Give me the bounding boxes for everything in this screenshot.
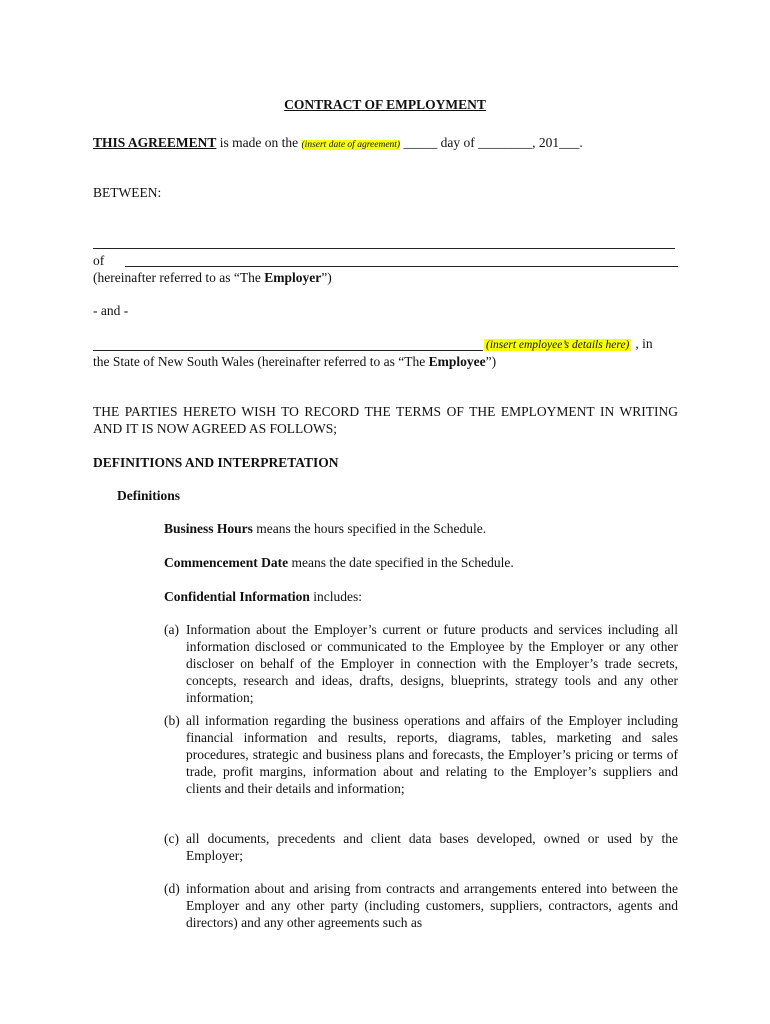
list-item-text: Information about the Employer’s current or future products and services including all information disclosed or communicated to the Employee by the Employer or any other discloser on behalf of the Employer in connection with the Employer’s trade secrets, concepts, research and ideas, drafts, designs, blueprints, strategy tools and any other information;: [186, 622, 678, 705]
employee-name-line: [93, 350, 483, 351]
subsection-heading: Definitions: [117, 488, 181, 503]
list-item-label: (b): [164, 713, 180, 728]
between-label: BETWEEN:: [93, 185, 162, 200]
list-item-label: (d): [164, 881, 180, 896]
employee-reference: [93, 353, 678, 370]
agreement-lead: THIS AGREEMENT: [93, 135, 217, 150]
intro-text-1: is made on the: [216, 135, 302, 150]
parties-statement: THE PARTIES HERETO WISH TO RECORD THE TERMS OF THE EMPLOYMENT IN WRITING AND IT IS NOW AGREED AS FOLLOWS;: [93, 404, 678, 436]
definition-commencement-date: [164, 554, 678, 571]
list-item-label: (c): [164, 831, 179, 846]
list-item-label: (a): [164, 622, 179, 637]
employer-ref-term: Employer: [264, 270, 322, 285]
definition-confidential-information: [164, 588, 678, 605]
employer-ref-suffix: ”): [321, 270, 332, 285]
employee-placeholder-line: [484, 335, 653, 354]
employee-suffix: , in: [635, 336, 653, 351]
employee-ref-suffix: ”): [485, 354, 497, 369]
definition-text: means the hours specified in the Schedule.: [252, 521, 487, 536]
definition-term: Confidential Information: [164, 589, 310, 604]
employer-reference: [93, 269, 678, 286]
list-item-text: all information regarding the business operations and affairs of the Employer including financial information and results, reports, diagrams, tables, marketing and sales procedures, strategic and business plans and forecasts, the Employer’s pricing or terms of trade, profit margins, information about and relating to the Employer’s suppliers and clients and their details and information;: [186, 713, 678, 796]
employer-address-line: [125, 266, 678, 267]
list-item-text: all documents, precedents and client data bases developed, owned or used by the Employer;: [186, 831, 678, 863]
employer-ref-prefix: (hereinafter referred to as “The: [93, 270, 265, 285]
definition-term: Business Hours: [164, 521, 253, 536]
date-placeholder: (insert date of agreement): [301, 140, 401, 150]
employer-name-line: [93, 248, 675, 249]
definition-term: Commencement Date: [164, 555, 289, 570]
document-title: CONTRACT OF EMPLOYMENT: [284, 97, 486, 112]
and-label: - and -: [93, 303, 129, 318]
employee-placeholder: (insert employee’s details here): [486, 339, 630, 351]
agreement-intro: [93, 134, 678, 154]
employee-ref-term: Employee: [428, 354, 486, 369]
intro-text-2: _____ day of ________, 201___.: [400, 135, 583, 150]
definition-text: includes:: [309, 589, 363, 604]
section-heading: DEFINITIONS AND INTERPRETATION: [93, 455, 339, 470]
list-item-text: information about and arising from contracts and arrangements entered into between the Employer and any other party (including customers, suppliers, contractors, agents and directors) and any other agreements such as: [186, 881, 678, 930]
definition-business-hours: [164, 520, 678, 537]
employee-ref-prefix: the State of New South Wales (hereinafter referred to as “The: [93, 354, 429, 369]
of-label: of: [93, 253, 105, 268]
definition-text: means the date specified in the Schedule.: [288, 555, 514, 570]
